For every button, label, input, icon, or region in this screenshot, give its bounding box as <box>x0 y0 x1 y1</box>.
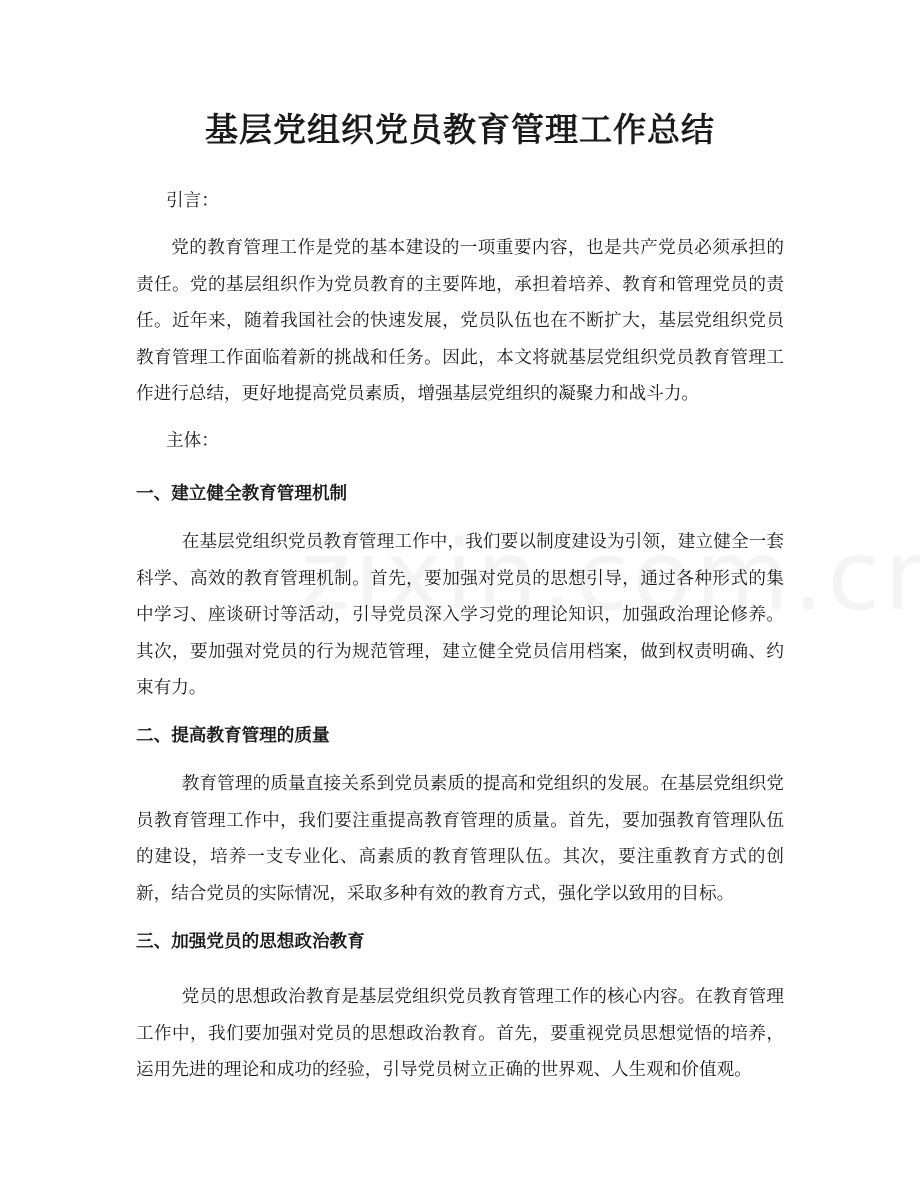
section-1-heading: 一、建立健全教育管理机制 <box>136 484 348 504</box>
intro-paragraph: 党的教育管理工作是党的基本建设的一项重要内容，也是共产党员必须承担的责任。党的基层组织作为党员教育的主要阵地，承担着培养、教育和管理党员的责任。近年来，随着我国社会的快速发展，党员队伍也在不断扩大，基层党组织党员教育管理工作面临着新的挑战和任务。因此，本文将就基层党组织党员教育管理工作进行总结，更好地提高党员素质，增强基层党组织的凝聚力和战斗力。 <box>136 238 784 404</box>
section-1-paragraph: 在基层党组织党员教育管理工作中，我们要以制度建设为引领，建立健全一套科学、高效的教育管理机制。首先，要加强对党员的思想引导，通过各种形式的集中学习、座谈研讨等活动，引导党员深入学习党的理论知识，加强政治理论修养。其次，要加强对党员的行为规范管理，建立健全党员信用档案，做到权责明确、约束有力。 <box>136 532 784 698</box>
section-2-paragraph: 教育管理的质量直接关系到党员素质的提高和党组织的发展。在基层党组织党员教育管理工作中，我们要注重提高教育管理的质量。首先，要加强教育管理队伍的建设，培养一支专业化、高素质的教育管理队伍。其次，要注重教育方式的创新，结合党员的实际情况，采取多种有效的教育方式，强化学以致用的目标。 <box>136 774 784 904</box>
document-title: 基层党组织党员教育管理工作总结 <box>205 110 715 149</box>
section-3-heading: 三、加强党员的思想政治教育 <box>136 932 365 952</box>
body-label: 主体： <box>166 431 219 451</box>
section-2-heading: 二、提高教育管理的质量 <box>136 726 330 746</box>
intro-label: 引言： <box>166 191 219 211</box>
section-3-paragraph: 党员的思想政治教育是基层党组织党员教育管理工作的核心内容。在教育管理工作中，我们要加强对党员的思想政治教育。首先，要重视党员思想觉悟的培养，运用先进的理论和成功的经验，引导党员树立正确的世界观、人生观和价值观。 <box>136 987 784 1080</box>
